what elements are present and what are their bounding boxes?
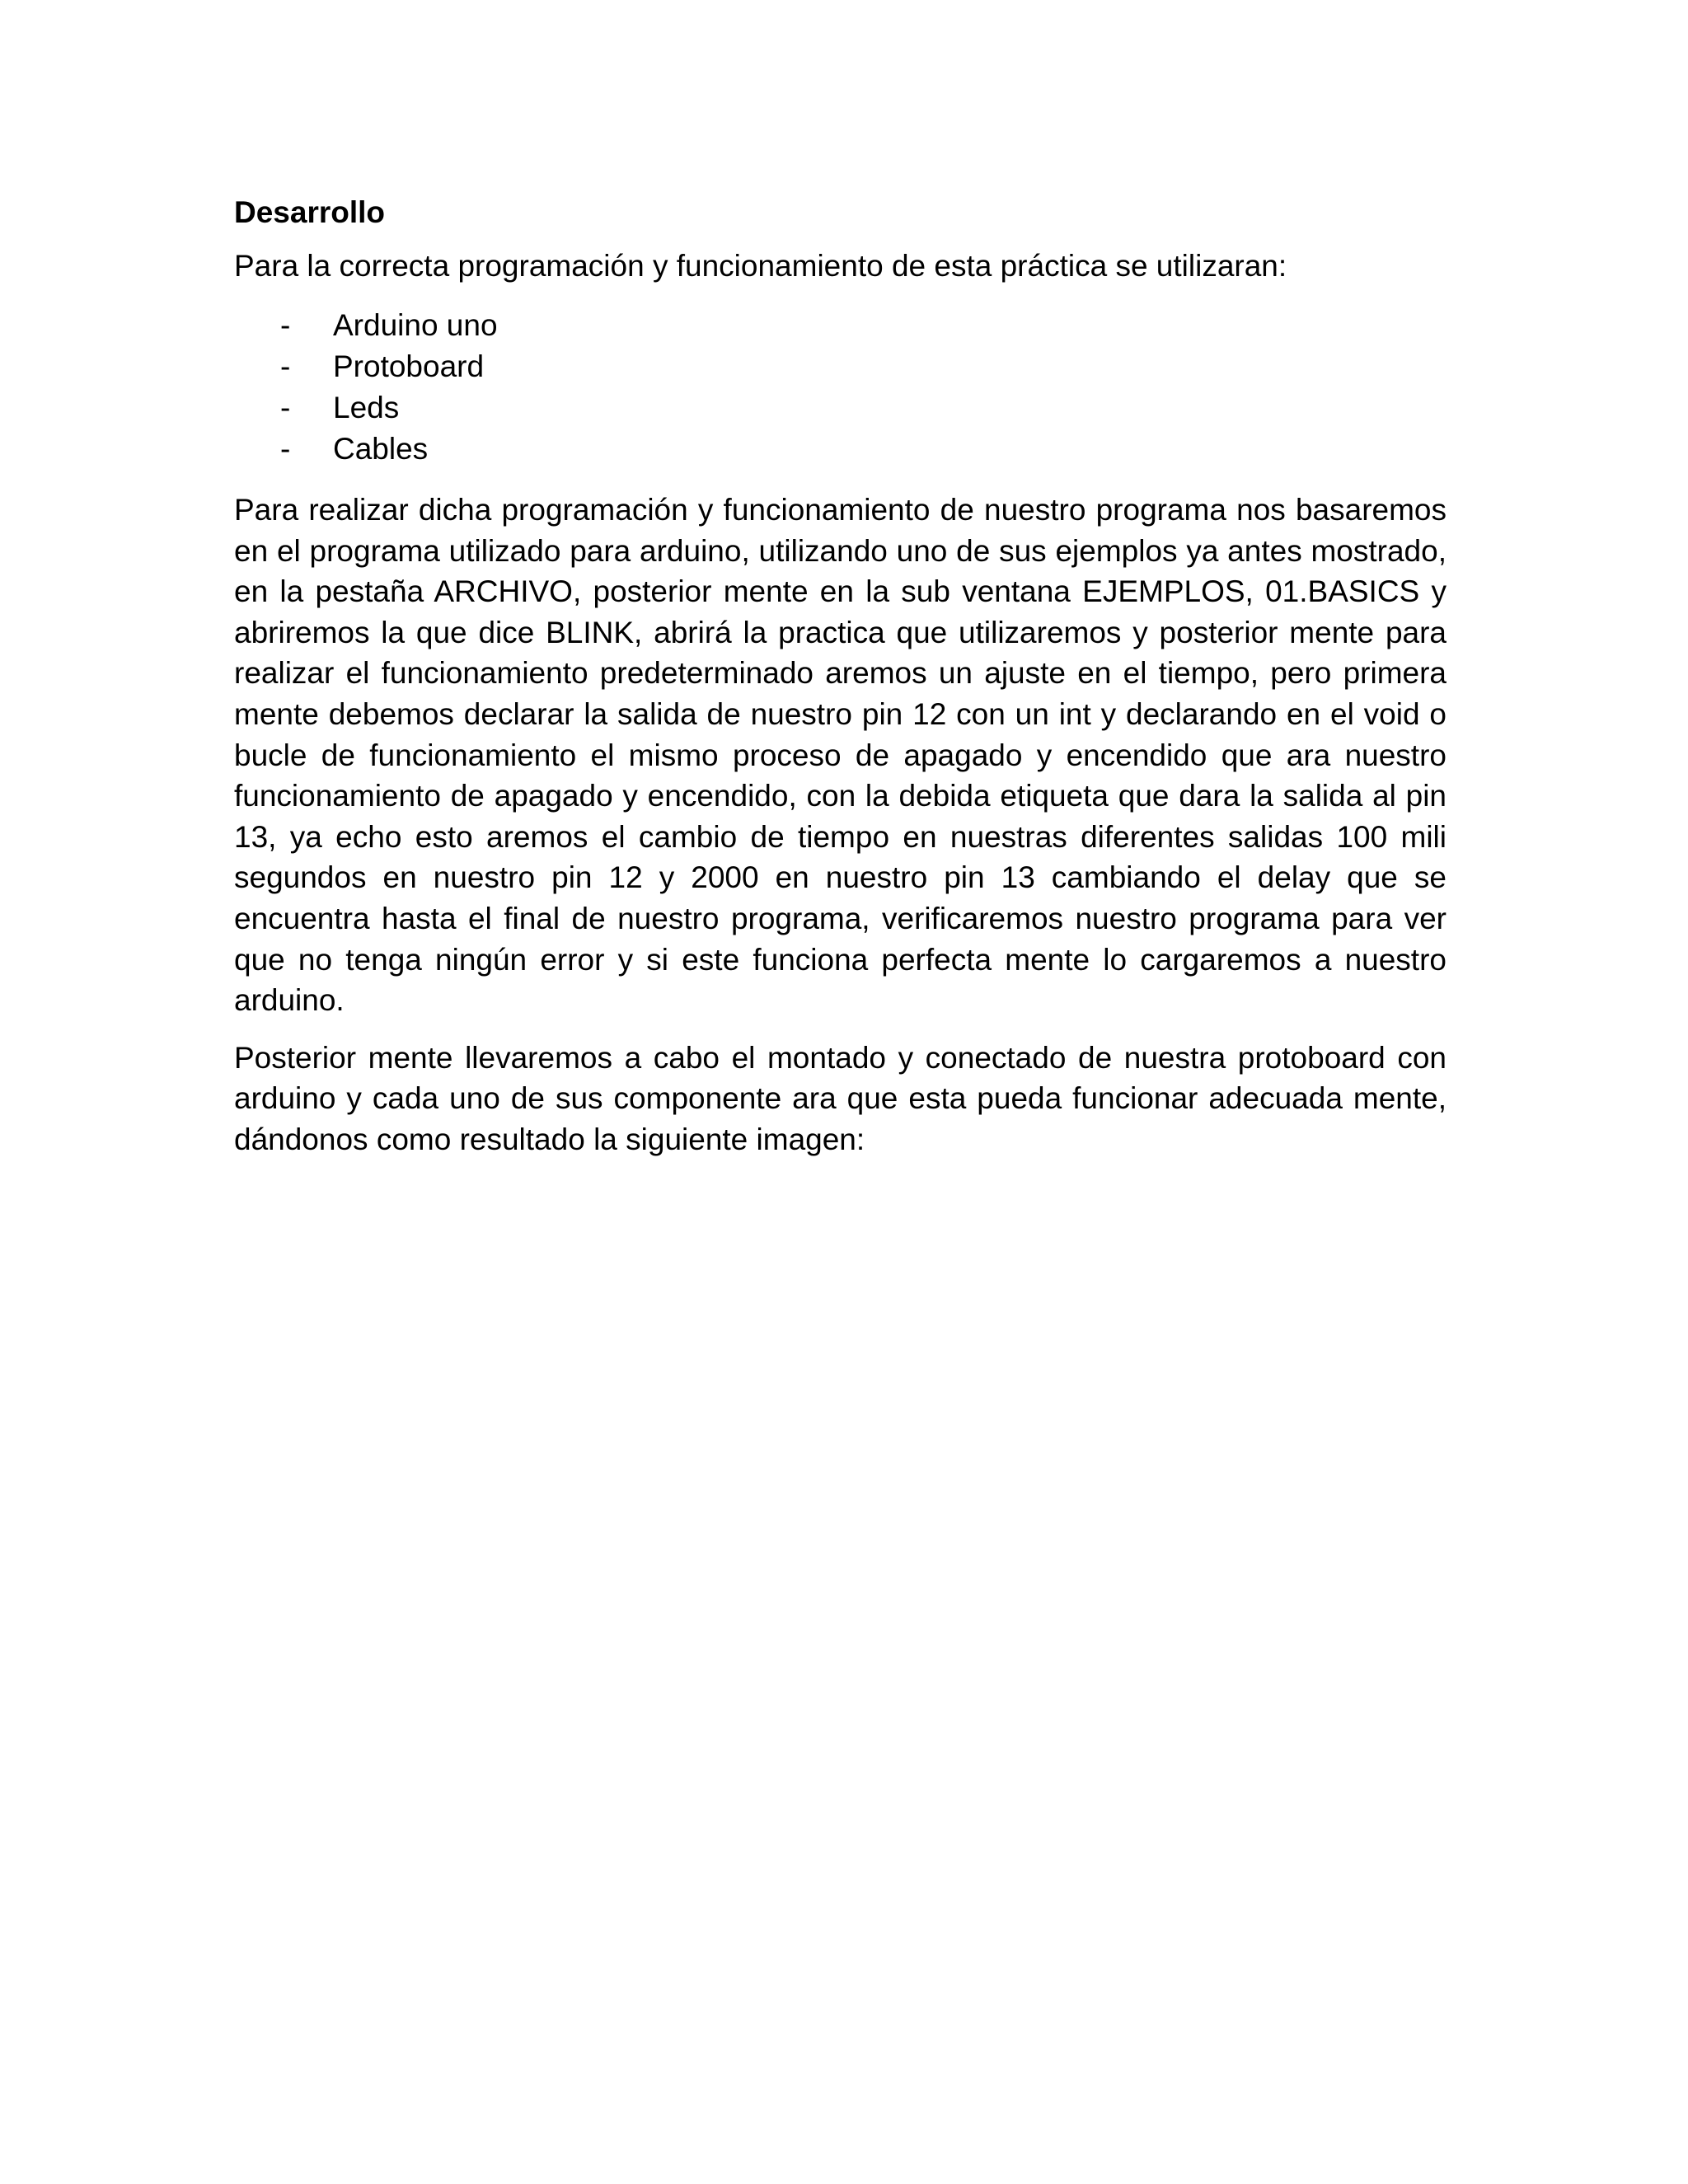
list-item-label: Protoboard: [333, 349, 485, 383]
list-item: [234, 346, 1447, 387]
intro-paragraph: Para la correcta programación y funcionamiento de esta práctica se utilizaran:: [234, 249, 1287, 283]
materials-list: [234, 305, 1447, 470]
section-heading: Desarrollo: [234, 195, 386, 229]
list-item: [234, 305, 1447, 346]
body-paragraph-procedure: Para realizar dicha programación y funcionamiento de nuestro programa nos basaremos en el programa utilizado para arduino, utilizando uno de sus ejemplos ya antes mostrado, en la pestaña ARCHIVO, posterior mente en la sub ventana EJEMPLOS, 01.BASICS y abriremos la que dice BLINK, abrirá la practica que utilizaremos y posterior mente para realizar el funcionamiento predeterminado aremos un ajuste en el tiempo, pero primera mente debemos declarar la salida de nuestro pin 12 con un int y declarando en el void o bucle de funcionamiento el mismo proceso de apagado y encendido que ara nuestro funcionamiento de apagado y encendido, con la debida etiqueta que dara la salida al pin 13, ya echo esto aremos el cambio de tiempo en nuestras diferentes salidas 100 mili segundos en nuestro pin 12 y 2000 en nuestro pin 13 cambiando el delay que se encuentra hasta el final de nuestro programa, verificaremos nuestro programa para ver que no tenga ningún error y si este funciona perfecta mente lo cargaremos a nuestro arduino.: [234, 493, 1447, 1018]
document-page: [234, 191, 1447, 1177]
list-item: [234, 429, 1447, 470]
list-item-label: Leds: [333, 391, 400, 424]
list-item: [234, 387, 1447, 429]
bullet-dash: -: [280, 308, 291, 342]
body-paragraph-assembly: Posterior mente llevaremos a cabo el montado y conectado de nuestra protoboard con arduino y cada uno de sus componente ara que esta pueda funcionar adecuada mente, dándonos como resultado la siguiente imagen:: [234, 1040, 1447, 1156]
bullet-dash: -: [280, 432, 291, 466]
list-item-label: Arduino uno: [333, 308, 498, 342]
bullet-dash: -: [280, 349, 291, 383]
list-item-label: Cables: [333, 432, 429, 466]
bullet-dash: -: [280, 391, 291, 424]
